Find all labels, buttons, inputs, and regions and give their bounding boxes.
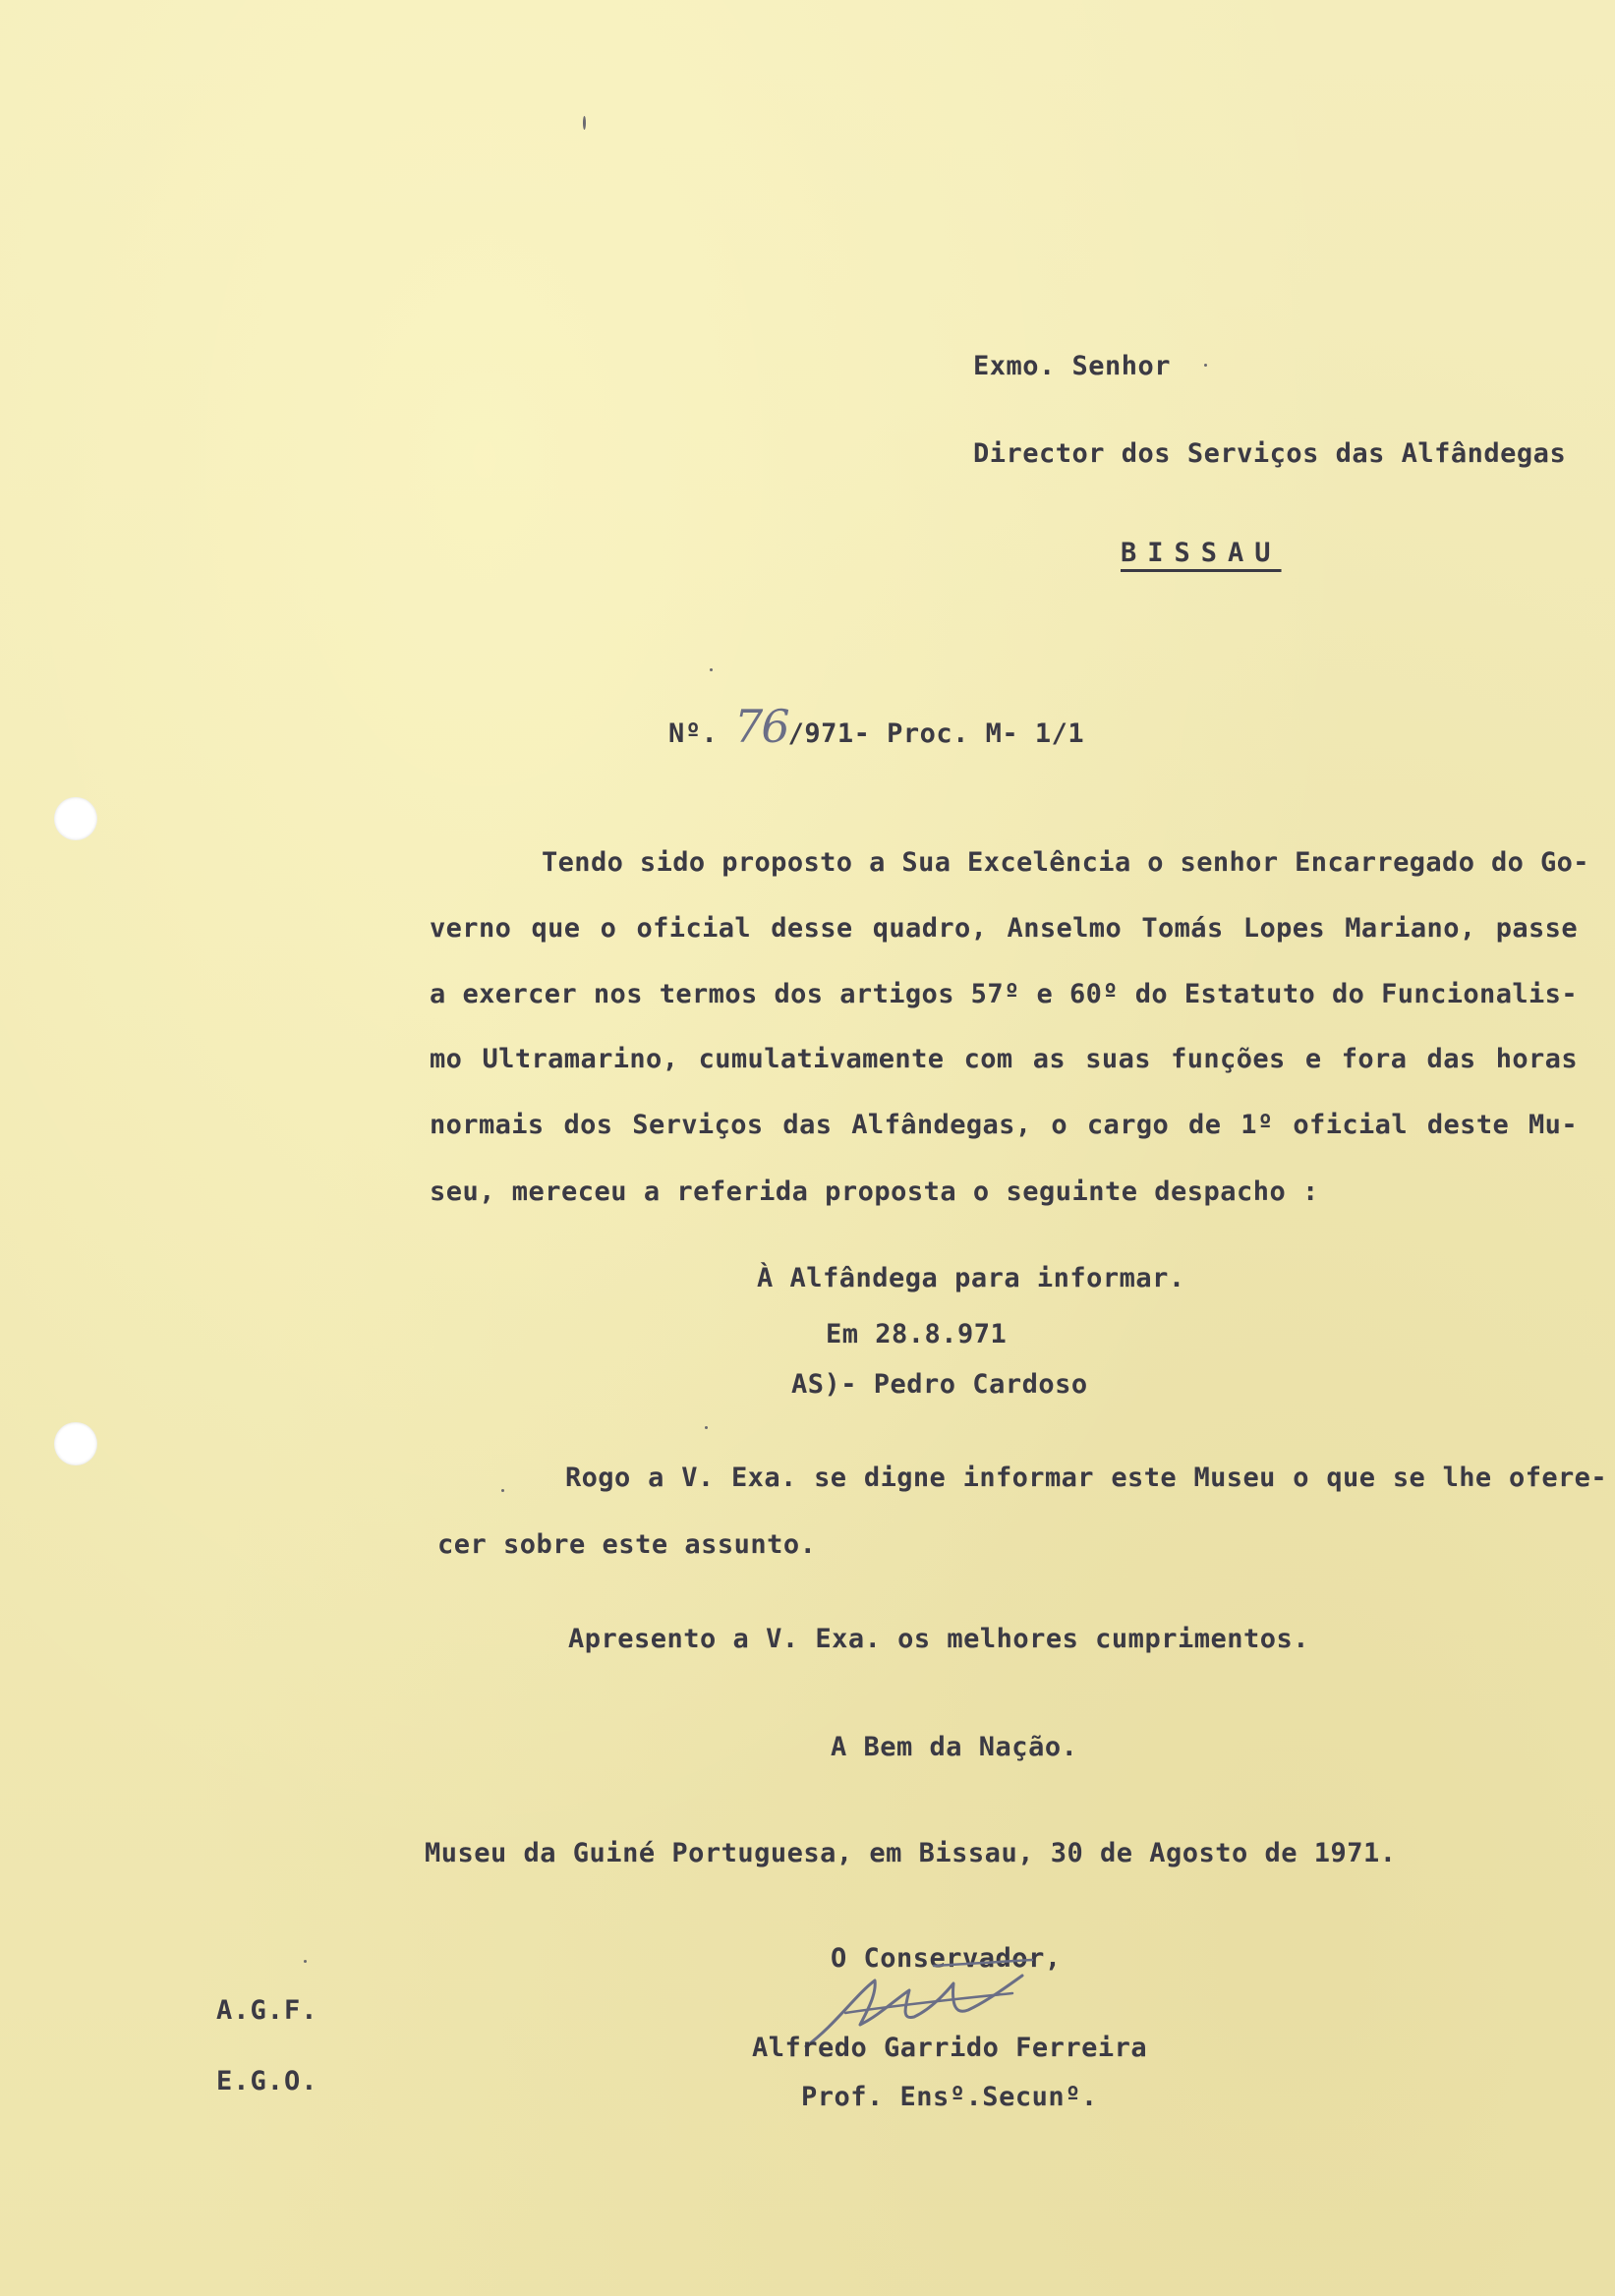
paragraph-2-line-1: Rogo a V. Exa. se digne informar este Museu o que se lhe ofere- <box>565 1463 1607 1493</box>
dispatch-line-2: Em 28.8.971 <box>826 1319 1008 1349</box>
dispatch-line-3: AS)- Pedro Cardoso <box>791 1369 1088 1400</box>
reference-number-handwritten: 76 <box>734 700 788 753</box>
punch-hole-top <box>54 797 97 840</box>
paragraph-1-line-3: a exercer nos termos dos artigos 57º e 60º do Estatuto do Funcionalis- <box>430 979 1578 1009</box>
motto: A Bem da Nação. <box>831 1732 1078 1762</box>
recipient-title: Director dos Serviços das Alfândegas <box>973 438 1567 469</box>
reference-line <box>668 700 1084 753</box>
ink-speck <box>710 668 713 671</box>
punch-hole-bottom <box>54 1422 97 1465</box>
ink-speck <box>705 1426 708 1429</box>
ink-speck <box>304 1960 307 1963</box>
ink-speck <box>1204 364 1207 367</box>
dispatch-line-1: À Alfândega para informar. <box>757 1263 1185 1293</box>
paragraph-1-line-2: verno que o oficial desse quadro, Anselmo Tomás Lopes Mariano, passe <box>430 913 1578 944</box>
paragraph-2-line-2: cer sobre este assunto. <box>437 1529 817 1560</box>
paragraph-1-line-1: Tendo sido proposto a Sua Excelência o senhor Encarregado do Go- <box>542 847 1589 878</box>
paragraph-1-line-4: mo Ultramarino, cumulativamente com as suas funções e fora das horas <box>430 1044 1578 1074</box>
signature-role: O Conservador, <box>831 1943 1062 1974</box>
recipient-salutation: Exmo. Senhor <box>973 351 1172 381</box>
signature-name: Alfredo Garrido Ferreira <box>752 2033 1148 2063</box>
signature-position: Prof. Ensº.Secunº. <box>801 2082 1098 2112</box>
recipient-city: BISSAU <box>1121 538 1282 568</box>
reference-suffix: /971- Proc. M- 1/1 <box>787 718 1085 749</box>
place-date: Museu da Guiné Portuguesa, em Bissau, 30 de Agosto de 1971. <box>425 1838 1397 1868</box>
ink-speck <box>583 116 586 130</box>
ink-speck <box>501 1489 504 1492</box>
paragraph-1-line-6: seu, mereceu a referida proposta o seguinte despacho : <box>430 1177 1319 1207</box>
greeting: Apresento a V. Exa. os melhores cumprimentos. <box>568 1624 1309 1654</box>
initials-author: A.G.F. <box>216 1995 318 2026</box>
paragraph-1-line-5: normais dos Serviços das Alfândegas, o cargo de 1º oficial deste Mu- <box>430 1110 1578 1140</box>
reference-prefix: Nº. <box>668 718 719 749</box>
initials-typist: E.G.O. <box>216 2066 318 2096</box>
